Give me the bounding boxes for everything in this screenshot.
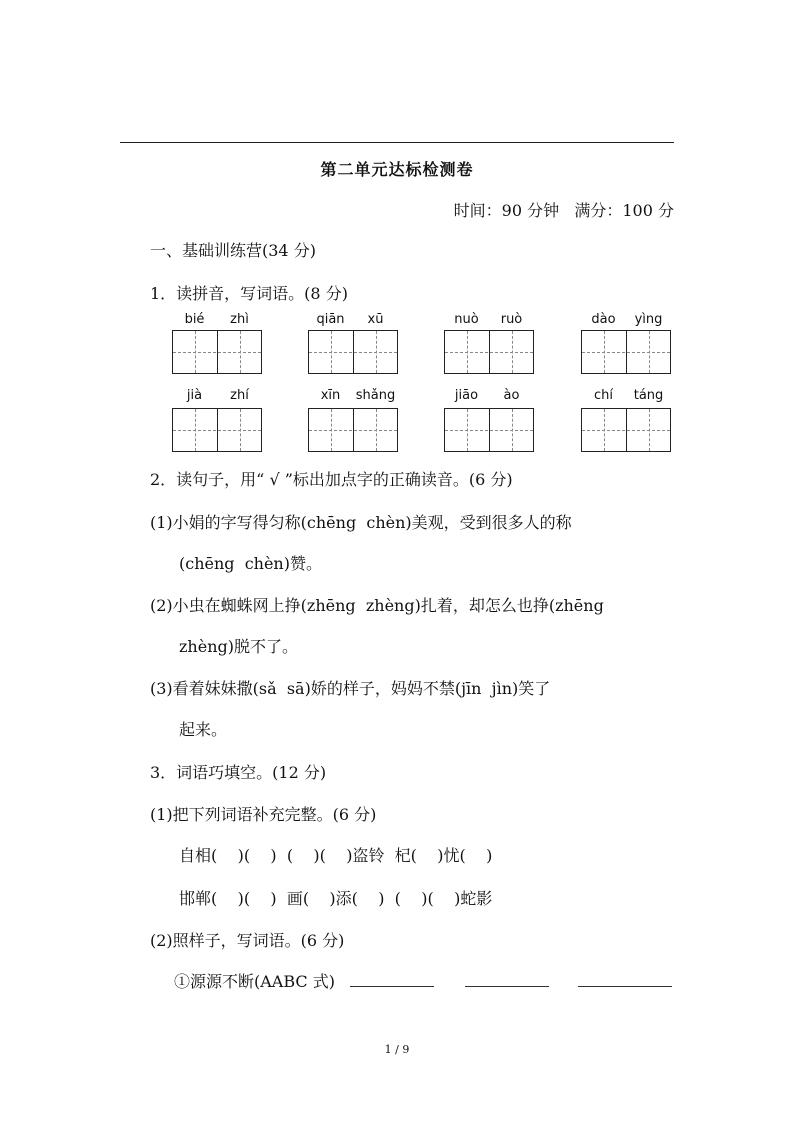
top-rule <box>120 142 674 143</box>
grid-guide-line <box>582 352 670 353</box>
pinyin-syllable: xū <box>367 312 384 327</box>
sentence-1-line-2: (chēng chèn)赞。 <box>179 554 322 573</box>
grid-guide-line <box>445 352 533 353</box>
grid-guide-line <box>240 409 241 451</box>
grid-guide-line <box>240 331 241 373</box>
example-line: ①源源不断(AABC 式) <box>174 972 335 991</box>
pinyin-syllable: zhí <box>230 388 249 403</box>
pinyin-syllable: dào <box>591 312 616 327</box>
question-1-label: 1．读拼音，写词语。(8 分) <box>150 284 348 303</box>
grid-guide-line <box>512 409 513 451</box>
sentence-3-line-1: (3)看着妹妹撒(sǎ sā)娇的样子，妈妈不禁(jīn jìn)笑了 <box>150 679 551 698</box>
sentence-2-line-2: zhèng)脱不了。 <box>179 637 298 656</box>
section-heading: 一、基础训练营(34 分) <box>150 241 316 260</box>
sentence-3-line-2: 起来。 <box>179 720 228 739</box>
grid-guide-line <box>582 430 670 431</box>
grid-guide-line <box>467 409 468 451</box>
exam-meta: 时间：90 分钟 满分：100 分 <box>453 201 674 220</box>
writing-grid[interactable] <box>172 330 262 374</box>
pinyin-syllable: nuò <box>454 312 479 327</box>
answer-blank[interactable] <box>465 986 549 987</box>
writing-grid[interactable] <box>444 408 534 452</box>
pinyin-syllable: zhì <box>230 312 249 327</box>
question-3-part-2: (2)照样子，写词语。(6 分) <box>150 931 345 950</box>
pinyin-syllable: xīn <box>320 388 341 403</box>
grid-guide-line <box>173 352 261 353</box>
grid-guide-line <box>604 331 605 373</box>
idiom-fill-row-2: 邯郸( )( ) 画( )添( ) ( )( )蛇影 <box>179 889 493 908</box>
sentence-2-line-1: (2)小虫在蜘蛛网上挣(zhēng zhèng)扎着，却怎么也挣(zhēng <box>150 596 604 615</box>
answer-blank[interactable] <box>350 986 434 987</box>
writing-grid[interactable] <box>308 408 398 452</box>
pinyin-syllable: shǎng <box>355 388 396 403</box>
grid-guide-line <box>376 409 377 451</box>
grid-guide-line <box>331 331 332 373</box>
pinyin-syllable: ruò <box>500 312 523 327</box>
sentence-1-line-1: (1)小娟的字写得匀称(chēng chèn)美观，受到很多人的称 <box>150 513 572 532</box>
writing-grid[interactable] <box>172 408 262 452</box>
question-3-part-1: (1)把下列词语补充完整。(6 分) <box>150 805 377 824</box>
grid-guide-line <box>649 409 650 451</box>
pinyin-syllable: qiān <box>316 312 345 327</box>
grid-guide-line <box>445 430 533 431</box>
pinyin-syllable: jià <box>186 388 203 403</box>
writing-grid[interactable] <box>581 330 671 374</box>
idiom-fill-row-1: 自相( )( ) ( )( )盗铃 杞( )忧( ) <box>179 846 493 865</box>
pinyin-syllable: bié <box>184 312 205 327</box>
grid-guide-line <box>467 331 468 373</box>
grid-guide-line <box>512 331 513 373</box>
page-number: 1 / 9 <box>384 1043 410 1056</box>
grid-guide-line <box>649 331 650 373</box>
question-3-label: 3．词语巧填空。(12 分) <box>150 763 327 782</box>
pinyin-syllable: yìng <box>634 312 663 327</box>
pinyin-syllable: jiāo <box>454 388 479 403</box>
writing-grid[interactable] <box>581 408 671 452</box>
page-title: 第二单元达标检测卷 <box>320 160 474 179</box>
grid-guide-line <box>195 409 196 451</box>
pinyin-syllable: táng <box>633 388 664 403</box>
pinyin-syllable: chí <box>594 388 613 403</box>
grid-guide-line <box>173 430 261 431</box>
grid-guide-line <box>331 409 332 451</box>
writing-grid[interactable] <box>444 330 534 374</box>
pinyin-syllable: ào <box>503 388 520 403</box>
answer-blank[interactable] <box>578 986 672 987</box>
grid-guide-line <box>309 430 397 431</box>
grid-guide-line <box>195 331 196 373</box>
grid-guide-line <box>604 409 605 451</box>
grid-guide-line <box>376 331 377 373</box>
grid-guide-line <box>309 352 397 353</box>
writing-grid[interactable] <box>308 330 398 374</box>
question-2-label: 2．读句子，用“ √ ”标出加点字的正确读音。(6 分) <box>150 470 513 489</box>
